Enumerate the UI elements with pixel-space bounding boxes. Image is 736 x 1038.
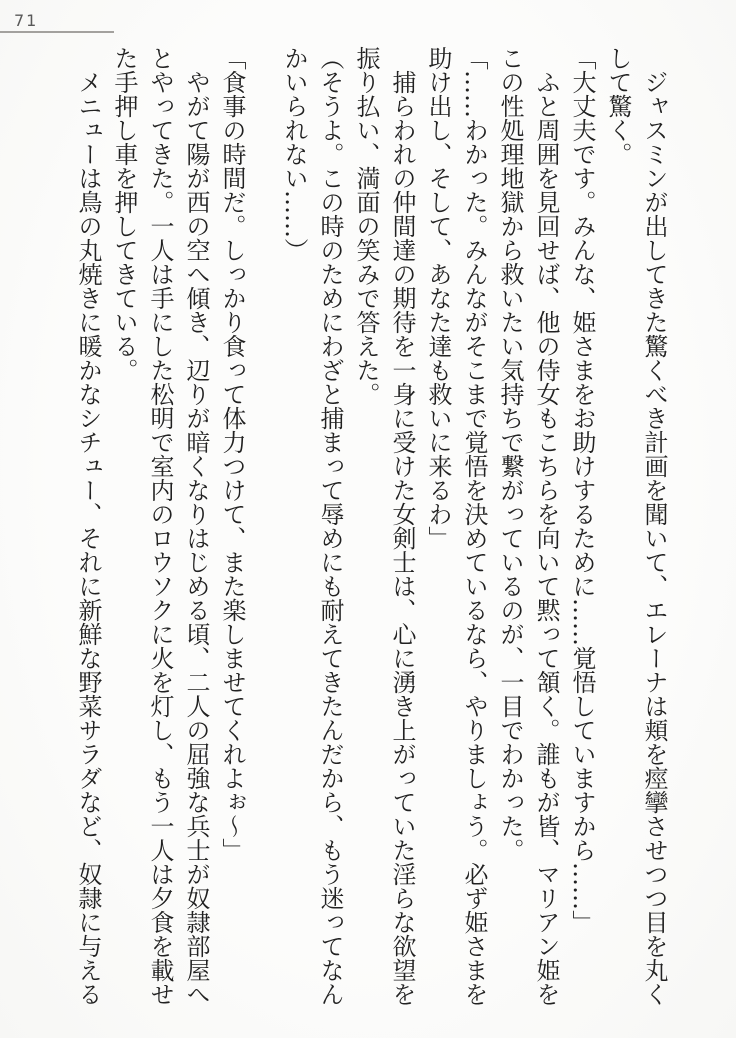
- paragraph: 「……わかった。みんながそこまで覚悟を決めているなら、やりましょう。必ず姫さまを助け出し、そして、あなた達も救いに来るわ」: [424, 46, 488, 1006]
- paragraph: 捕らわれの仲間達の期待を一身に受けた女剣士は、心に湧き上がっていた淫らな欲望を振り払い、満面の笑みで答えた。: [352, 46, 416, 1006]
- page-number: 71: [14, 11, 39, 30]
- paragraph: 「食事の時間だ。しっかり食って体力つけて、また楽しませてくれよぉ～」: [218, 46, 246, 862]
- paragraph: 「大丈夫です。みんな、姫さまをお助けするために……覚悟していますから……」: [568, 46, 596, 934]
- paragraph: やがて陽が西の空へ傾き、辺りが暗くなりはじめる頃、二人の屈強な兵士が奴隷部屋へとやってきた。一人は手にした松明で室内のロウソクに火を灯し、もう一人は夕食を載せた手押し車を押してきている。: [110, 46, 210, 1006]
- paragraph: ジャスミンが出してきた驚くべき計画を聞いて、エレーナは頬を痙攣させつつ目を丸くして驚く。: [604, 46, 668, 1006]
- paragraph: メニューは鳥の丸焼きに暖かなシチュー、それに新鮮な野菜サラダなど、奴隷に与える: [74, 70, 102, 1006]
- page-number-rule: [0, 31, 114, 33]
- paragraph: ふと周囲を見回せば、他の侍女もこちらを向いて黙って頷く。誰もが皆、マリアン姫をこの性処理地獄から救いたい気持ちで繋がっているのが、一目でわかった。: [496, 46, 560, 1006]
- paragraph: （そうよ。この時のためにわざと捕まって辱めにも耐えてきたんだから、もう迷ってなんかいられない……）: [280, 46, 344, 1006]
- body-text: [70, 46, 672, 1008]
